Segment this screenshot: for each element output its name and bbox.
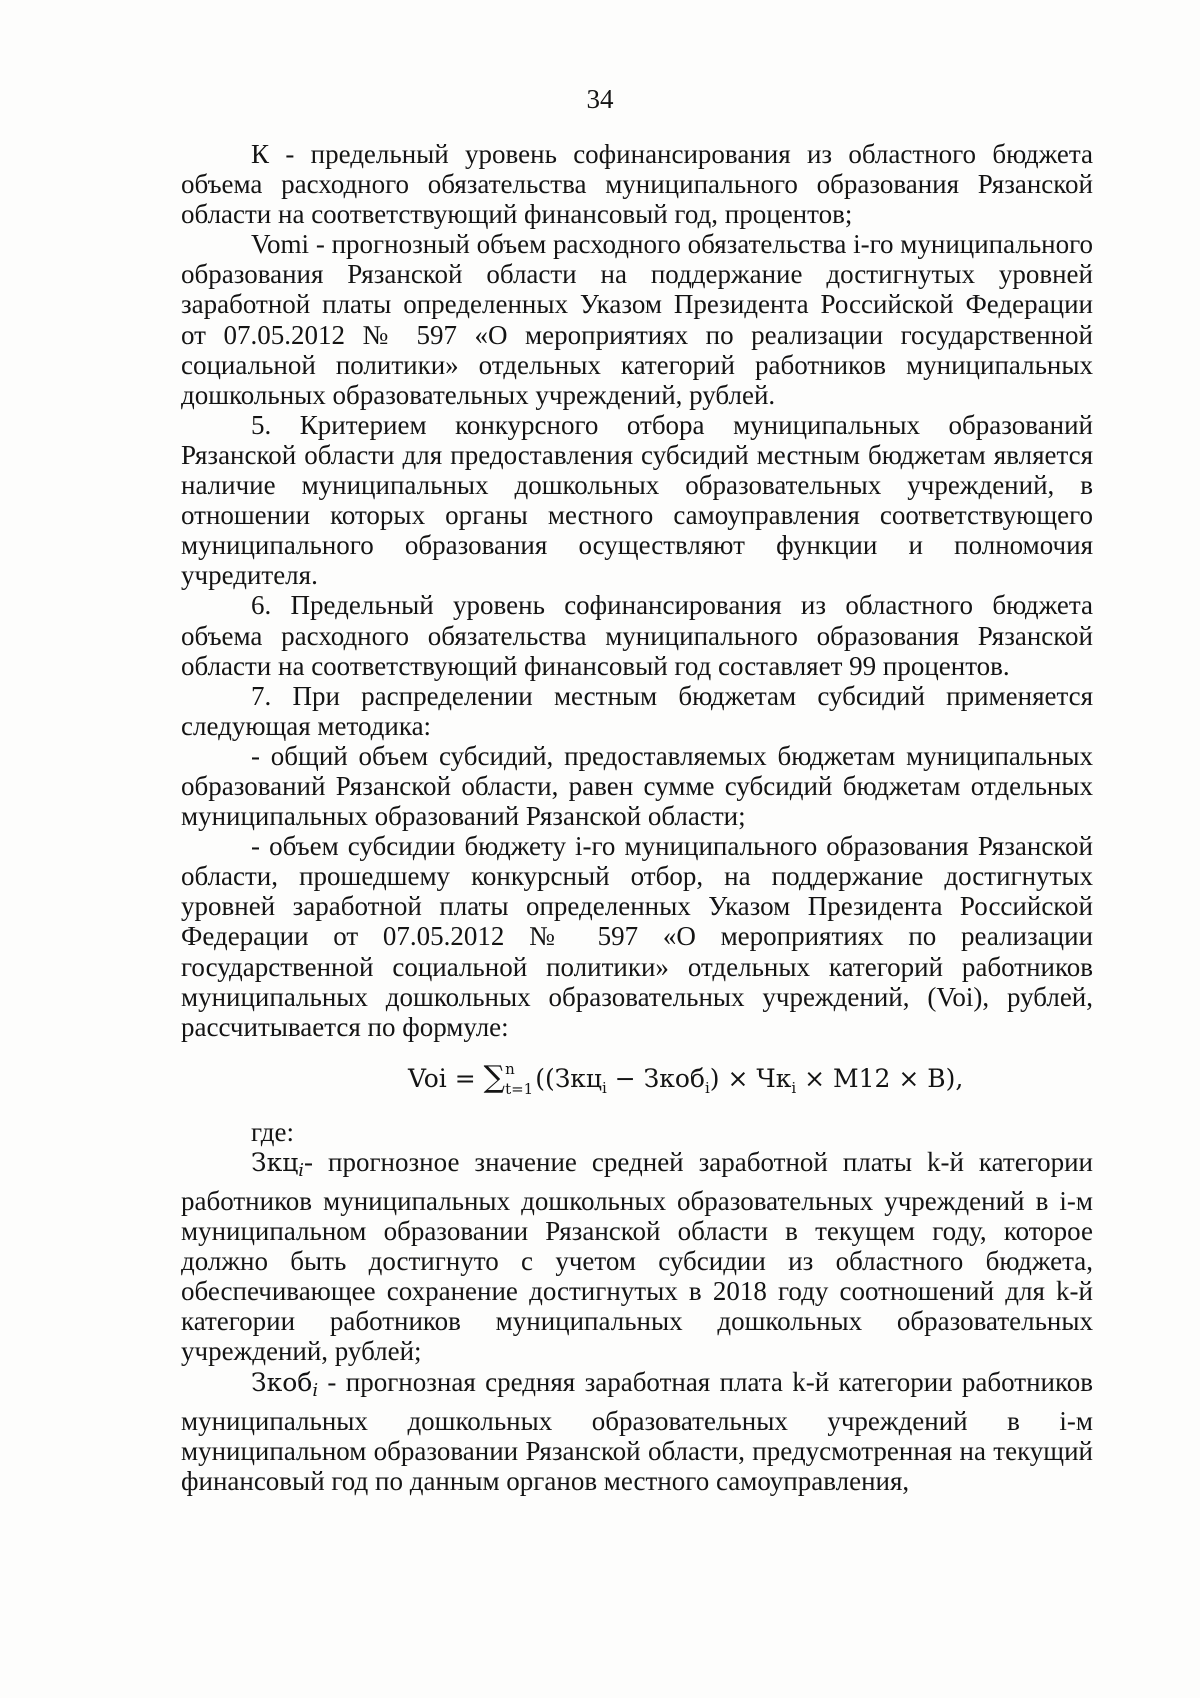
where-label: где: bbox=[251, 1116, 294, 1147]
formula-sub-1: i bbox=[602, 1078, 607, 1097]
formula-sub-3: i bbox=[791, 1078, 797, 1097]
formula-part-2: − Зкоб bbox=[606, 1063, 705, 1093]
zkob-variable: Зкоб bbox=[251, 1367, 313, 1397]
zkc-subscript: i bbox=[298, 1159, 305, 1181]
paragraph-zkc-definition bbox=[181, 1147, 1093, 1367]
zkob-text: - прогнозная средняя заработная плата k-й категории работников муниципальных дошкольных образовательных учреждений в i-м муниципальном образовании Рязанской области, предусмотренная на текущий финансовый год по данным органов местного самоуправления, bbox=[181, 1366, 1093, 1496]
formula-part-4: × М12 × В), bbox=[796, 1063, 964, 1093]
document-body bbox=[181, 139, 1093, 1496]
bullet-subsidy-volume: - объем субсидии бюджету i-го муниципального образования Рязанской области, прошедшему конкурсный отбор, на поддержание достигнутых уровней заработной платы определенных Указом Президента Российской Федерации от 07.05.2012 № 597 «О мероприятиях по реализации государственной социальной политики» отдельных категорий работников муниципальных дошкольных образовательных учреждений, (Voi), рублей, рассчитывается по формуле: bbox=[181, 831, 1093, 1042]
bullet-total-subsidy: - общий объем субсидий, предоставляемых бюджетам муниципальных образований Рязанской области, равен сумме субсидий бюджетам отдельных муниципальных образований Рязанской области; bbox=[181, 740, 1093, 832]
zkc-text: - прогнозное значение средней заработной платы k-й категории работников муниципальных дошкольных образовательных учреждений в i-м муниципальном образовании Рязанской области в текущем году, которое должно быть достигнуто с учетом субсидии из областного бюджета, обеспечивающее сохранение достигнутых в 2018 году соотношений для k-й категории работников муниципальных дошкольных образовательных учреждений, рублей; bbox=[181, 1146, 1093, 1367]
formula-sub-2: i bbox=[704, 1078, 710, 1097]
paragraph-7: 7. При распределении местным бюджетам субсидий применяется следующая методика: bbox=[181, 680, 1093, 741]
paragraph-zkob-definition bbox=[181, 1367, 1093, 1496]
formula-lhs: Voi = bbox=[408, 1063, 484, 1093]
sum-symbol: ∑ bbox=[483, 1059, 506, 1095]
zkob-subscript: i bbox=[312, 1379, 319, 1401]
subsidy-formula bbox=[181, 1058, 1093, 1099]
sum-lower-limit: t=1 bbox=[505, 1080, 534, 1099]
paragraph-vomi-definition: Vomi - прогнозный объем расходного обязательства i-го муниципального образования Рязанской области на поддержание достигнутых уровней заработной платы определенных Указом Президента Российской Федерации от 07.05.2012 № 597 «О мероприятиях по реализации государственной социальной политики» отдельных категорий работников муниципальных дошкольных образовательных учреждений, рублей. bbox=[181, 229, 1093, 410]
page-number: 34 bbox=[586, 84, 614, 114]
sum-upper-limit: n bbox=[505, 1060, 515, 1079]
formula-part-1: ((Зкц bbox=[535, 1063, 603, 1093]
zkc-variable: Зкц bbox=[251, 1147, 299, 1177]
paragraph-6: 6. Предельный уровень софинансирования из областного бюджета объема расходного обязательства муниципального образования Рязанской области на соответствующий финансовый год составляет 99 процентов. bbox=[181, 590, 1093, 681]
paragraph-k-definition: К - предельный уровень софинансирования из областного бюджета объема расходного обязательства муниципального образования Рязанской области на соответствующий финансовый год, процентов; bbox=[181, 139, 1093, 230]
formula-part-3: ) × Чк bbox=[709, 1063, 792, 1093]
paragraph-5: 5. Критерием конкурсного отбора муниципальных образований Рязанской области для предоставления субсидий местным бюджетам является наличие муниципальных дошкольных образовательных учреждений, в отношении которых органы местного самоуправления соответствующего муниципального образования осуществляют функции и полномочия учредителя. bbox=[181, 409, 1093, 591]
